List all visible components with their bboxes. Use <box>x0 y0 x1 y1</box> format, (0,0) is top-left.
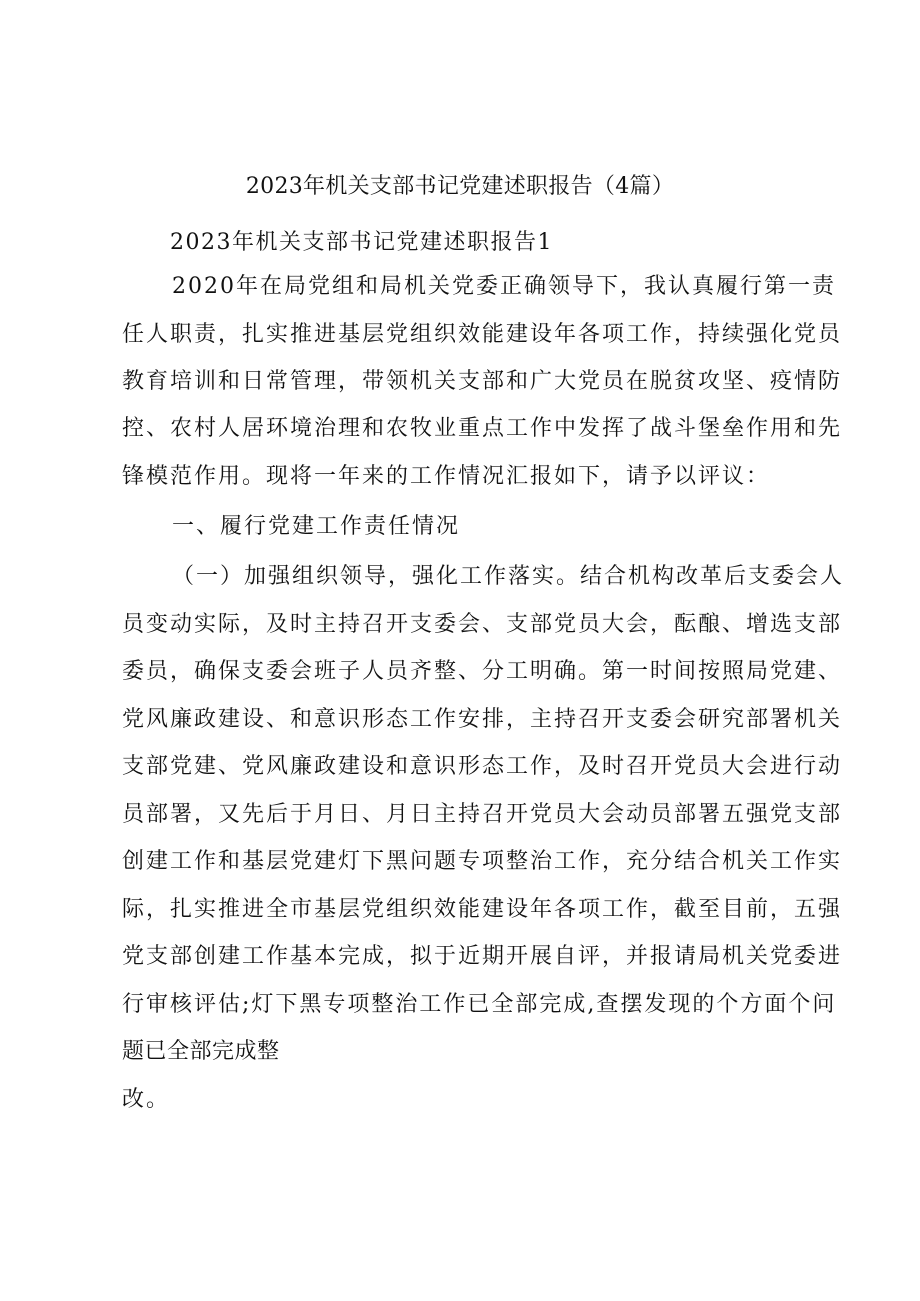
paragraph-line: 控、农村人居环境治理和农牧业重点工作中发挥了战斗堡垒作用和先 <box>122 416 843 441</box>
paragraph-line: 创建工作和基层党建灯下黑问题专项整治工作，充分结合机关工作实 <box>122 849 843 874</box>
paragraph-line: 委员，确保支委会班子人员齐整、分工明确。第一时间按照局党建、 <box>122 659 843 684</box>
paragraph-line: 锋模范作用。现将一年来的工作情况汇报如下，请予以评议： <box>122 464 771 489</box>
paragraph-line: 任人职责，扎实推进基层党组织效能建设年各项工作，持续强化党员 <box>122 322 843 347</box>
paragraph-line: 2020年在局党组和局机关党委正确领导下，我认真履行第一责 <box>172 274 836 299</box>
paragraph-line: 支部党建、党风廉政建设和意识形态工作，及时召开党员大会进行动 <box>122 754 843 779</box>
paragraph-line: 行审核评估;灯下黑专项整治工作已全部完成,查摆发现的个方面个问 <box>122 992 837 1017</box>
paragraph-line: 际，扎实推进全市基层党组织效能建设年各项工作，截至目前，五强 <box>122 897 843 922</box>
report-subtitle: 2023年机关支部书记党建述职报告1 <box>170 230 553 255</box>
paragraph-line: 党风廉政建设、和意识形态工作安排，主持召开支委会研究部署机关 <box>122 707 843 732</box>
paragraph-line: 员部署，又先后于月日、月日主持召开党员大会动员部署五强党支部 <box>122 802 843 827</box>
paragraph-line: （一）加强组织领导，强化工作落实。结合机构改革后支委会人 <box>172 564 845 589</box>
paragraph-line: 党支部创建工作基本完成，拟于近期开展自评，并报请局机关党委进 <box>122 944 843 969</box>
paragraph-line: 改。 <box>122 1087 171 1112</box>
paragraph-line: 题已全部完成整 <box>122 1039 280 1064</box>
document-title: 2023年机关支部书记党建述职报告（4篇） <box>245 174 675 199</box>
paragraph-line: 员变动实际，及时主持召开支委会、支部党员大会，酝酿、增选支部 <box>122 612 843 637</box>
paragraph-line: 教育培训和日常管理，带领机关支部和广大党员在脱贫攻坚、疫情防 <box>122 369 843 394</box>
section-heading: 一、履行党建工作责任情况 <box>172 514 461 539</box>
